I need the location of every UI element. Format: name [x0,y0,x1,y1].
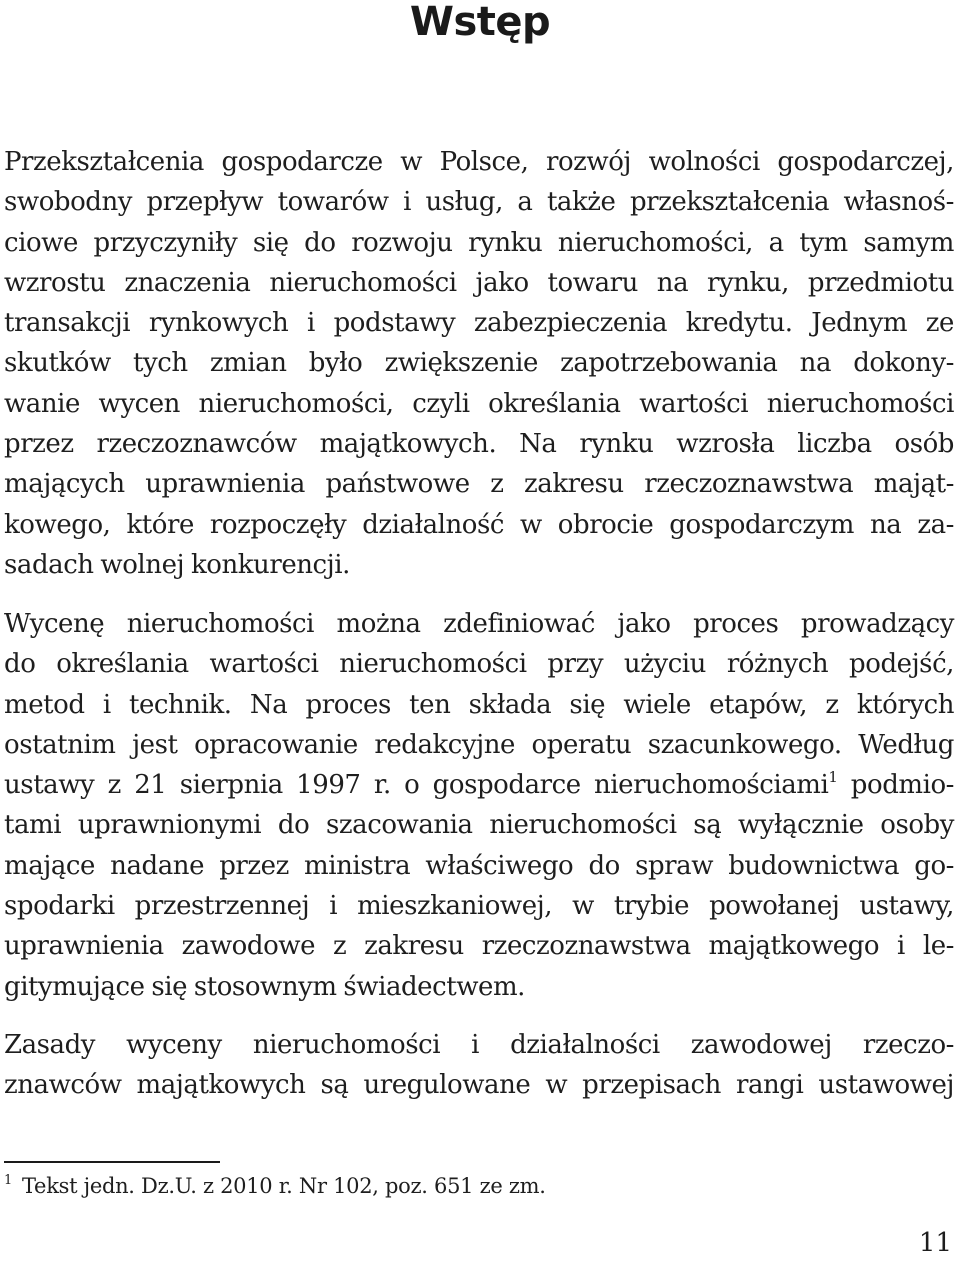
text-line: metod i technik. Na proces ten składa się wiele etapów, z których [4,689,954,720]
footnote [4,1170,546,1202]
text-segment: ustawy z 21 sierpnia 1997 r. o gospodarce nieruchomościami [4,770,829,801]
text-line: przez rzeczoznawców majątkowych. Na rynku wzrosła liczba osób [4,429,954,460]
text-line: mające nadane przez ministra właściwego do spraw budownictwa go- [4,850,954,881]
text-line: znawców majątkowych są uregulowane w przepisach rangi ustawowej [4,1070,954,1101]
footnote-reference[interactable]: 1 [828,768,838,787]
page-number: 11 [918,1228,952,1258]
text-line: transakcji rynkowych i podstawy zabezpieczenia kredytu. Jednym ze [4,308,954,339]
paragraph-1 [4,142,954,585]
paragraph-2 [4,604,954,1007]
text-line: do określania wartości nieruchomości przy użyciu różnych podejść, [4,649,954,680]
text-line: Przekształcenia gospodarcze w Polsce, rozwój wolności gospodarczej, [4,147,954,177]
footnote-marker: 1 [4,1173,12,1188]
paragraph-3 [4,1025,954,1106]
footnote-separator [4,1161,220,1163]
text-line: mających uprawnienia państwowe z zakresu rzeczoznawstwa mająt- [4,469,954,500]
text-line: swobodny przepływ towarów i usług, a także przekształcenia własnoś- [4,187,954,218]
text-line: uprawnienia zawodowe z zakresu rzeczoznawstwa majątkowego i le- [4,931,954,962]
text-line: spodarki przestrzennej i mieszkaniowej, w trybie powołanej ustawy, [4,891,954,922]
text-line-with-footnote [4,765,954,805]
text-line: ciowe przyczyniły się do rozwoju rynku nieruchomości, a tym samym [4,227,954,258]
text-line: wanie wycen nieruchomości, czyli określania wartości nieruchomości [4,388,954,419]
text-line: tami uprawnionymi do szacowania nieruchomości są wyłącznie osoby [4,810,954,841]
text-line: Wycenę nieruchomości można zdefiniować jako proces prowadzący [4,609,954,639]
text-line: skutków tych zmian było zwiększenie zapotrzebowania na dokony- [4,348,954,379]
text-line: sadach wolnej konkurencji. [4,549,350,580]
text-line: ostatnim jest opracowanie redakcyjne operatu szacunkowego. Według [4,729,954,760]
text-line: Zasady wyceny nieruchomości i działalności zawodowej rzeczo- [4,1030,954,1060]
text-line: gitymujące się stosownym świadectwem. [4,971,525,1002]
footnote-text: Tekst jedn. Dz.U. z 2010 r. Nr 102, poz. 651 ze zm. [21,1174,546,1198]
text-line: wzrostu znaczenia nieruchomości jako towaru na rynku, przedmiotu [4,267,954,298]
text-line: kowego, które rozpoczęły działalność w obrocie gospodarczym na za- [4,509,954,540]
text-segment: podmio- [837,770,955,801]
chapter-title: Wstęp [409,0,551,45]
